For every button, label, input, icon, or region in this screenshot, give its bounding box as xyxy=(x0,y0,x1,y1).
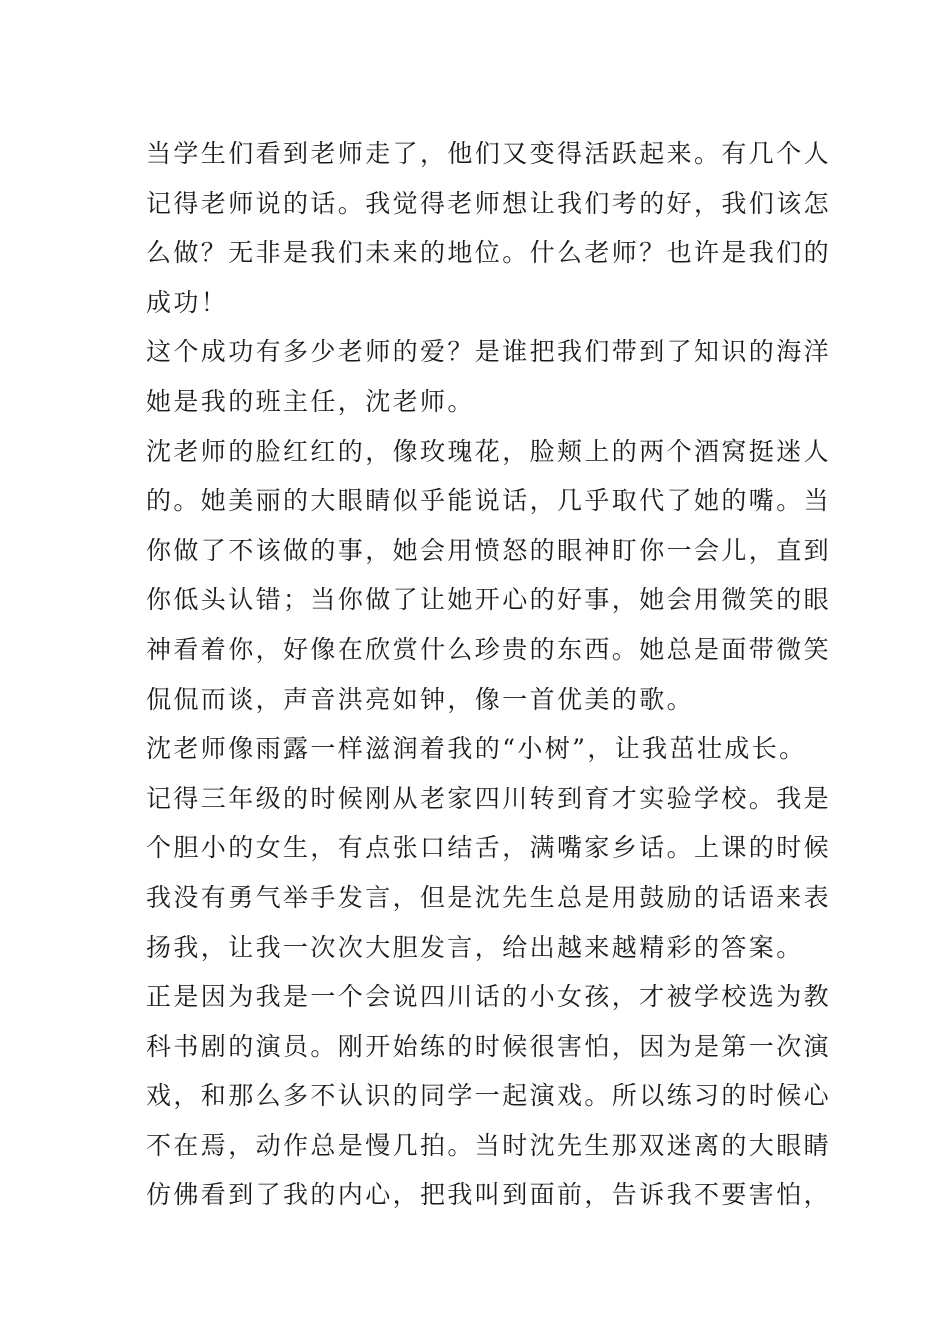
text-line: 这个成功有多少老师的爱？是谁把我们带到了知识的海洋 xyxy=(146,337,832,367)
text-line: 的。她美丽的大眼睛似乎能说话，几乎取代了她的嘴。当 xyxy=(146,486,832,516)
text-line: 记得老师说的话。我觉得老师想让我们考的好，我们该怎 xyxy=(146,188,832,218)
text-line: 扬我，让我一次次大胆发言，给出越来越精彩的答案。 xyxy=(146,932,804,962)
text-line: 我没有勇气举手发言，但是沈先生总是用鼓励的话语来表 xyxy=(146,882,832,912)
text-line: 正是因为我是一个会说四川话的小女孩，才被学校选为教 xyxy=(146,982,832,1012)
text-line: 么做？无非是我们未来的地位。什么老师？也许是我们的 xyxy=(146,238,832,268)
document-body xyxy=(146,129,832,1220)
text-line: 当学生们看到老师走了，他们又变得活跃起来。有几个人 xyxy=(146,139,832,168)
text-line: 成功！ xyxy=(146,287,229,317)
text-line: 神看着你，好像在欣赏什么珍贵的东西。她总是面带微笑 xyxy=(146,634,832,664)
text-line: 仿佛看到了我的内心，把我叫到面前，告诉我不要害怕， xyxy=(146,1180,832,1210)
text-line: 侃侃而谈，声音洪亮如钟，像一首优美的歌。 xyxy=(146,684,695,714)
text-line: 沈老师像雨露一样滋润着我的“小树”，让我茁壮成长。 xyxy=(146,734,807,764)
text-line: 不在焉，动作总是慢几拍。当时沈先生那双迷离的大眼睛 xyxy=(146,1130,832,1160)
text-line: 科书剧的演员。刚开始练的时候很害怕，因为是第一次演 xyxy=(146,1031,832,1061)
text-line: 个胆小的女生，有点张口结舌，满嘴家乡话。上课的时候 xyxy=(146,833,832,863)
text-line: 沈老师的脸红红的，像玫瑰花，脸颊上的两个酒窝挺迷人 xyxy=(146,436,832,466)
text-line: 你做了不该做的事，她会用愤怒的眼神盯你一会儿，直到 xyxy=(146,535,832,565)
text-line: 记得三年级的时候刚从老家四川转到育才实验学校。我是 xyxy=(146,783,832,813)
text-line: 戏，和那么多不认识的同学一起演戏。所以练习的时候心 xyxy=(146,1081,832,1111)
text-line: 你低头认错；当你做了让她开心的好事，她会用微笑的眼 xyxy=(146,585,832,615)
text-line: 她是我的班主任，沈老师。 xyxy=(146,386,475,416)
